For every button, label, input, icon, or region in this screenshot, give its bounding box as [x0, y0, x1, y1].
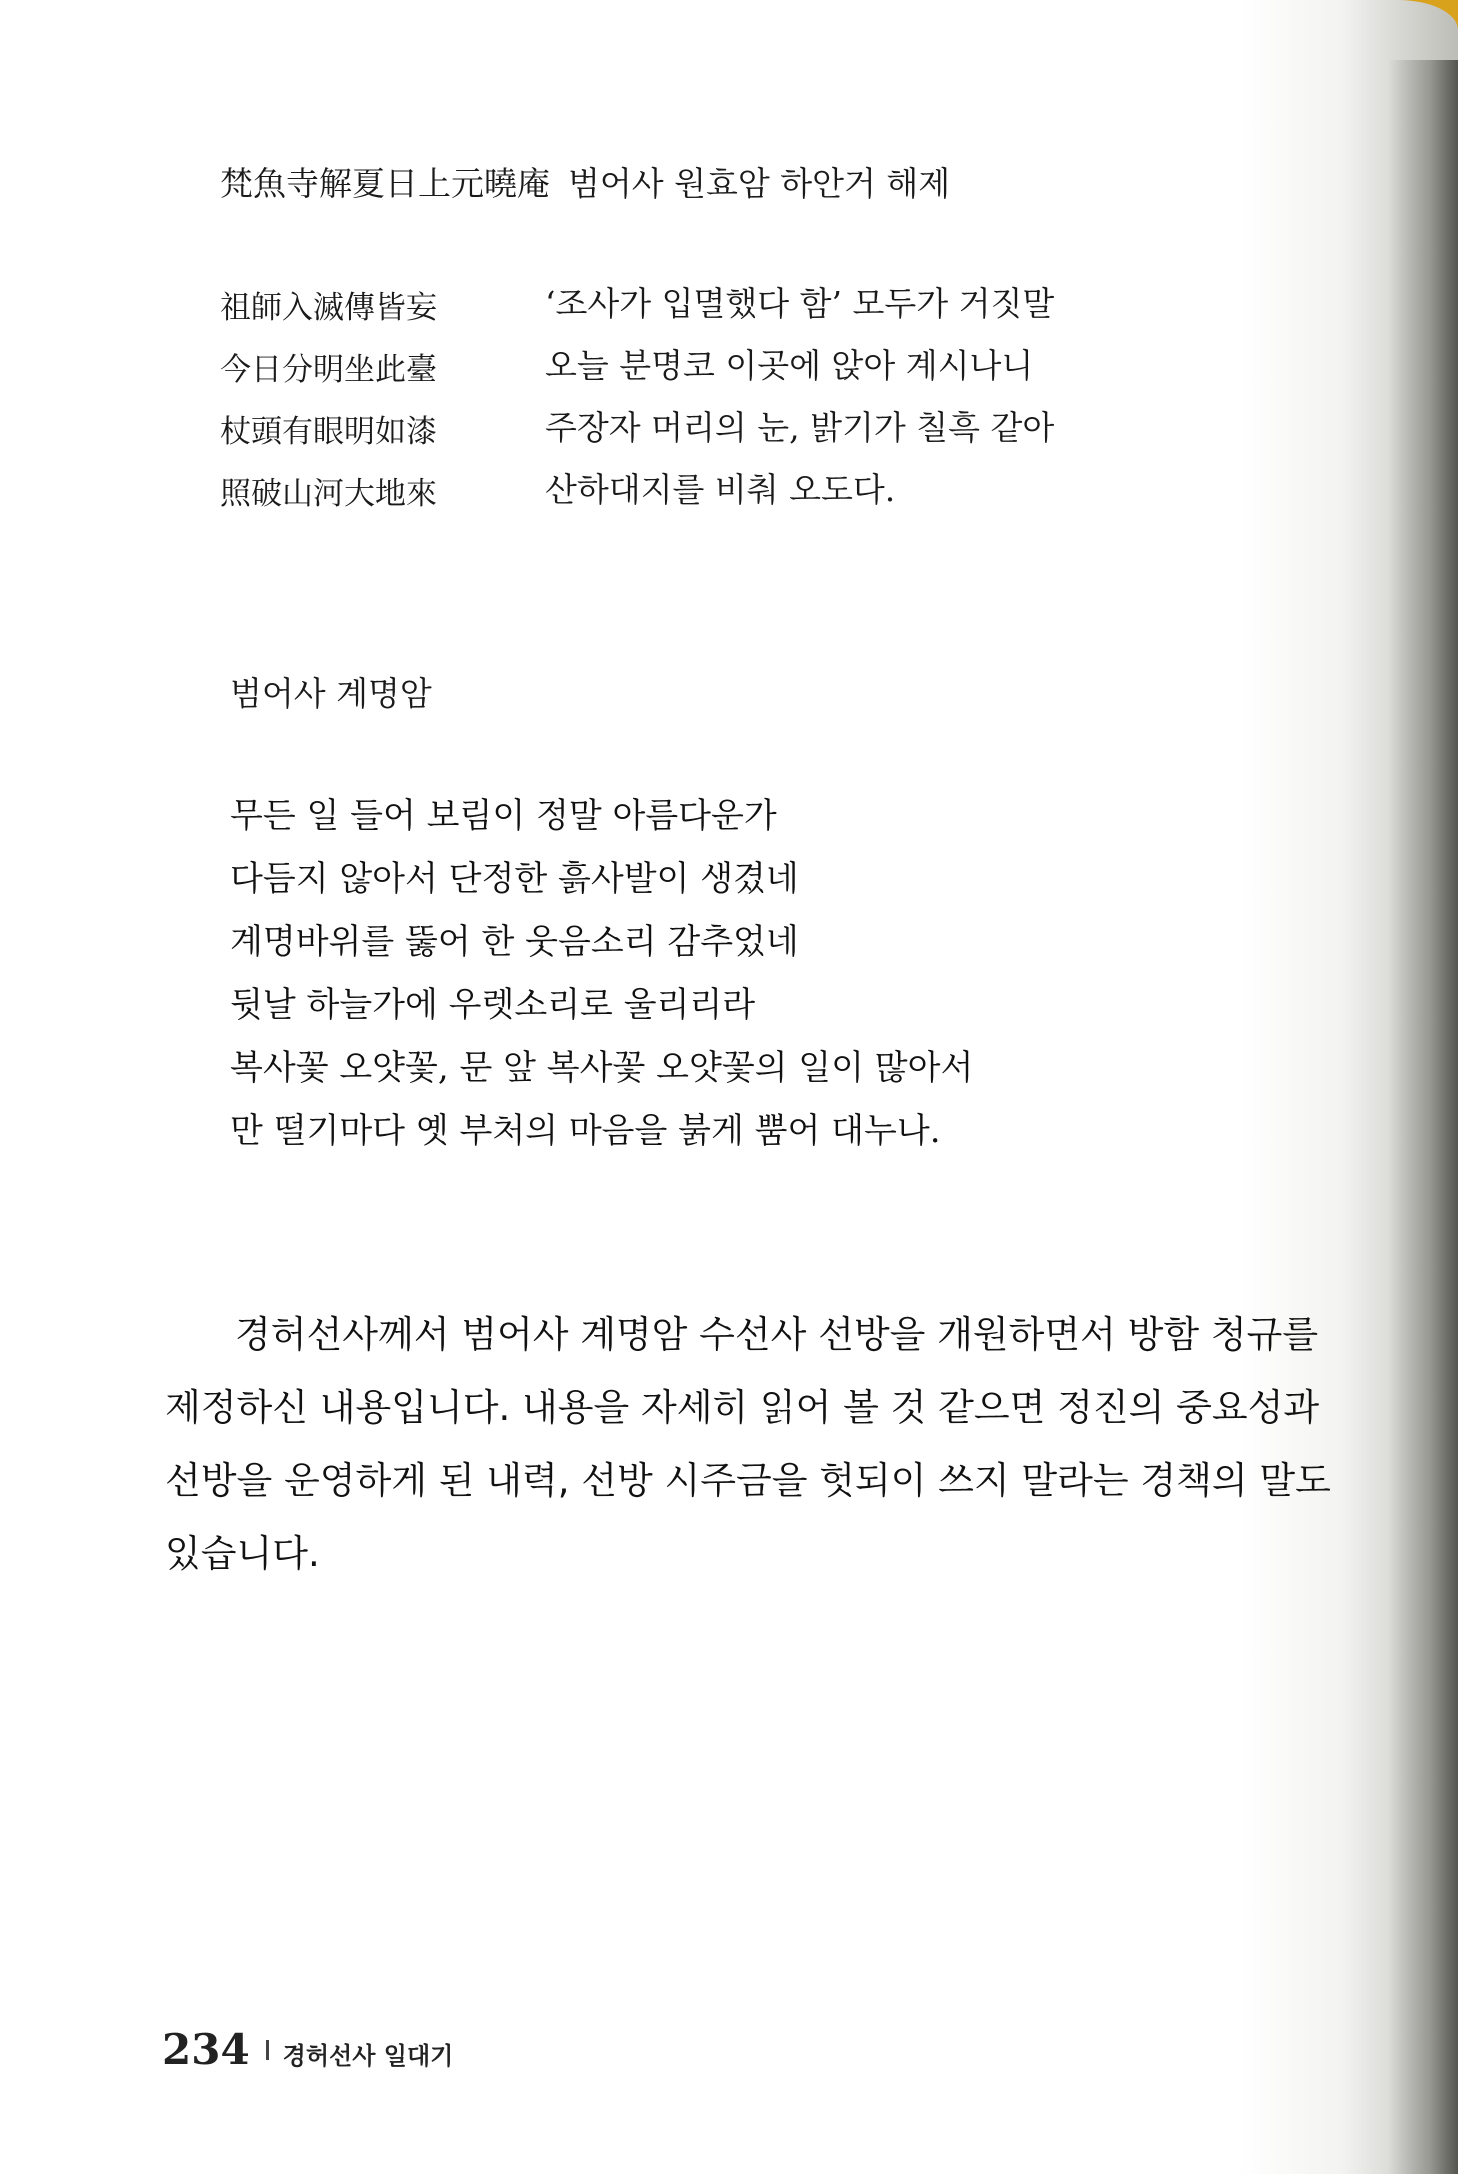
paragraph-text: 경허선사께서 범어사 계명암 수선사 선방을 개원하면서 방함 청규를 제정하신 내용입니다. 내용을 자세히 읽어 볼 것 같으면 정진의 중요성과 선방을 운영하게 된 내력, 선방 시주금을 헛되이 쓰지 말라는 경책의 말도 있습니다.	[165, 1313, 1331, 1575]
poem2-line: 뒷날 하늘가에 우렛소리로 울리리라	[230, 985, 756, 1025]
poem2-line: 복사꽃 오얏꽃, 문 앞 복사꽃 오얏꽃의 일이 많아서	[230, 1048, 974, 1088]
page-spine-shadow	[1388, 60, 1458, 2174]
poem2-title: 범어사 계명암	[230, 674, 432, 713]
poem1-line-korean: 오늘 분명코 이곳에 앉아 계시나니	[545, 346, 1034, 385]
page-number: 234	[162, 2025, 250, 2074]
poem1-title	[220, 158, 950, 205]
poem2-line: 다듬지 않아서 단정한 흙사발이 생겼네	[230, 859, 799, 899]
poem1-line-hanja: 杖頭有眼明如漆	[220, 414, 437, 450]
poem2	[230, 788, 973, 1166]
poem2-line: 계명바위를 뚫어 한 웃음소리 감추었네	[230, 922, 799, 962]
poem1-line-hanja: 祖師入滅傳皆妄	[220, 290, 437, 326]
poem1-line-korean: 주장자 머리의 눈, 밝기가 칠흑 같아	[545, 408, 1055, 447]
poem1-title-korean: 범어사 원효암 하안거 해제	[568, 164, 951, 203]
poem1-line-korean: ‘조사가 입멸했다 함’ 모두가 거짓말	[545, 284, 1055, 323]
poem1-line-hanja: 今日分明坐此臺	[220, 352, 437, 388]
book-title: 경허선사 일대기	[282, 2042, 454, 2070]
poem1-title-hanja: 梵魚寺解夏日上元曉庵	[220, 164, 550, 203]
poem2-line: 무든 일 들어 보림이 정말 아름다운가	[230, 796, 777, 836]
poem1-line-hanja: 照破山河大地來	[220, 476, 437, 512]
body-paragraph	[165, 1298, 1355, 1590]
footer-divider	[266, 2040, 269, 2060]
poem1-line-korean: 산하대지를 비춰 오도다.	[545, 470, 896, 509]
poem2-line: 만 떨기마다 옛 부처의 마음을 붉게 뿜어 대누나.	[230, 1111, 941, 1151]
page-footer	[162, 2025, 453, 2074]
